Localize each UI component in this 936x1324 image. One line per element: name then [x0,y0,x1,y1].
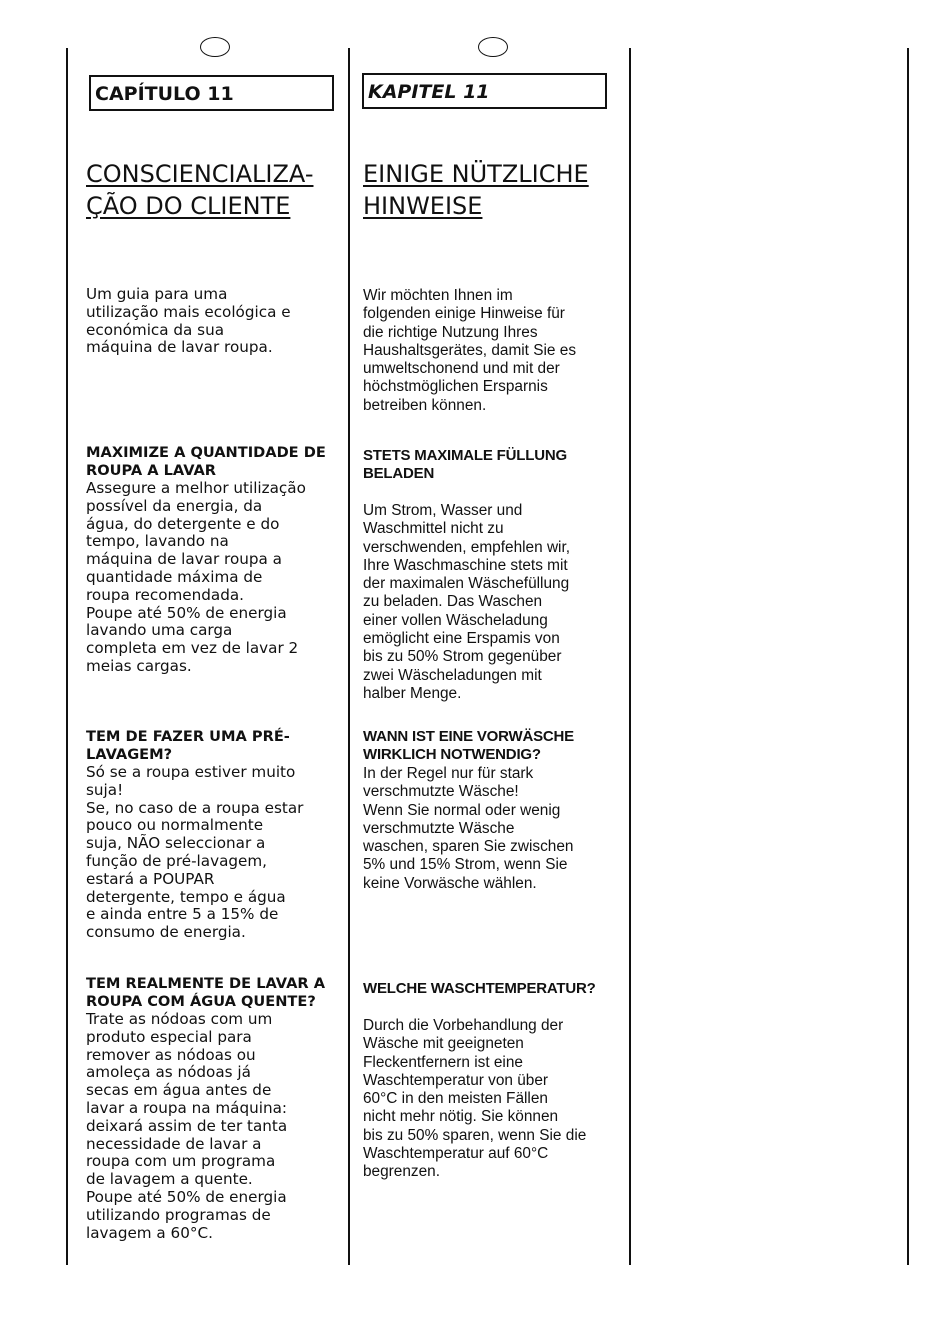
section-heading-pt-2: TEM DE FAZER UMA PRÉ- LAVAGEM? [86,728,290,763]
section-body-de-3: Durch die Vorbehandlung der Wäsche mit geeigneten Fleckentfernern ist eine Waschtemperatur von über 60°C in den meisten Fällen nicht mehr nötig. Sie können bis zu 50% sparen, wenn Sie die Waschtemperatur auf 60°C begrenzen. [363,1017,587,1181]
page-title-german: EINIGE NÜTZLICHE HINWEISE [363,160,589,220]
chapter-label-german: KAPITEL 11 [362,73,607,109]
language-marker-german [478,37,508,57]
section-body-pt-1: Assegure a melhor utilização possível da energia, da água, do detergente e do tempo, lavando na máquina de lavar roupa a quantidade máxima de roupa recomendada. Poupe até 50% de energia lavando uma carga completa em vez de lavar 2 meias cargas. [86,479,306,675]
section-heading-de-2: WANN IST EINE VORWÄSCHE WIRKLICH NOTWENDIG? [363,728,574,763]
section-body-pt-2: Só se a roupa estiver muito suja! Se, no caso de a roupa estar pouco ou normalmente suja, NÃO seleccionar a função de pré-lavagem, estará a POUPAR detergente, tempo e água e ainda entre 5 a 15% de consumo de energia. [86,763,304,942]
language-marker-portuguese [200,37,230,57]
column-rule-right [907,48,909,1265]
intro-text-portuguese: Um guia para uma utilização mais ecológica e económica da sua máquina de lavar roupa. [86,285,291,357]
chapter-label-portuguese: CAPÍTULO 11 [89,75,334,111]
column-rule-middle-left [348,48,350,1265]
section-heading-pt-3: TEM REALMENTE DE LAVAR A ROUPA COM ÁGUA QUENTE? [86,975,326,1010]
section-heading-pt-1: MAXIMIZE A QUANTIDADE DE ROUPA A LAVAR [86,444,326,479]
section-body-de-1: Um Strom, Wasser und Waschmittel nicht zu verschwenden, empfehlen wir, Ihre Waschmaschine stets mit der maximalen Wäschefüllung zu beladen. Das Waschen einer vollen Wäscheladung emöglicht eine Erspamis von bis zu 50% Strom gegenüber zwei Wäscheladungen mit halber Menge. [363,502,571,702]
section-heading-de-3: WELCHE WASCHTEMPERATUR? [363,980,596,997]
intro-text-german: Wir möchten Ihnen im folgenden einige Hinweise für die richtige Nutzung Ihres Haushaltsgerätes, damit Sie es umweltschonend und mit der höchstmöglichen Ersparnis betreiben können. [363,287,577,414]
section-body-de-2: In der Regel nur für stark verschmutzte Wäsche! Wenn Sie normal oder wenig verschmutzte Wäsche waschen, sparen Sie zwischen 5% und 15% Strom, wenn Sie keine Vorwäsche wählen. [363,765,574,892]
column-rule-middle-right [629,48,631,1265]
page-title-portuguese: CONSCIENCIALIZA- ÇÃO DO CLIENTE [86,160,314,220]
column-rule-left [66,48,68,1265]
section-body-pt-3: Trate as nódoas com um produto especial para remover as nódoas ou amoleça as nódoas já secas em água antes de lavar a roupa na máquina: deixará assim de ter tanta necessidade de lavar a roupa com um programa de lavagem a quente. Poupe até 50% de energia utilizando programas de lavagem a 60°C. [86,1010,288,1242]
section-heading-de-1: STETS MAXIMALE FÜLLUNG BELADEN [363,447,567,482]
